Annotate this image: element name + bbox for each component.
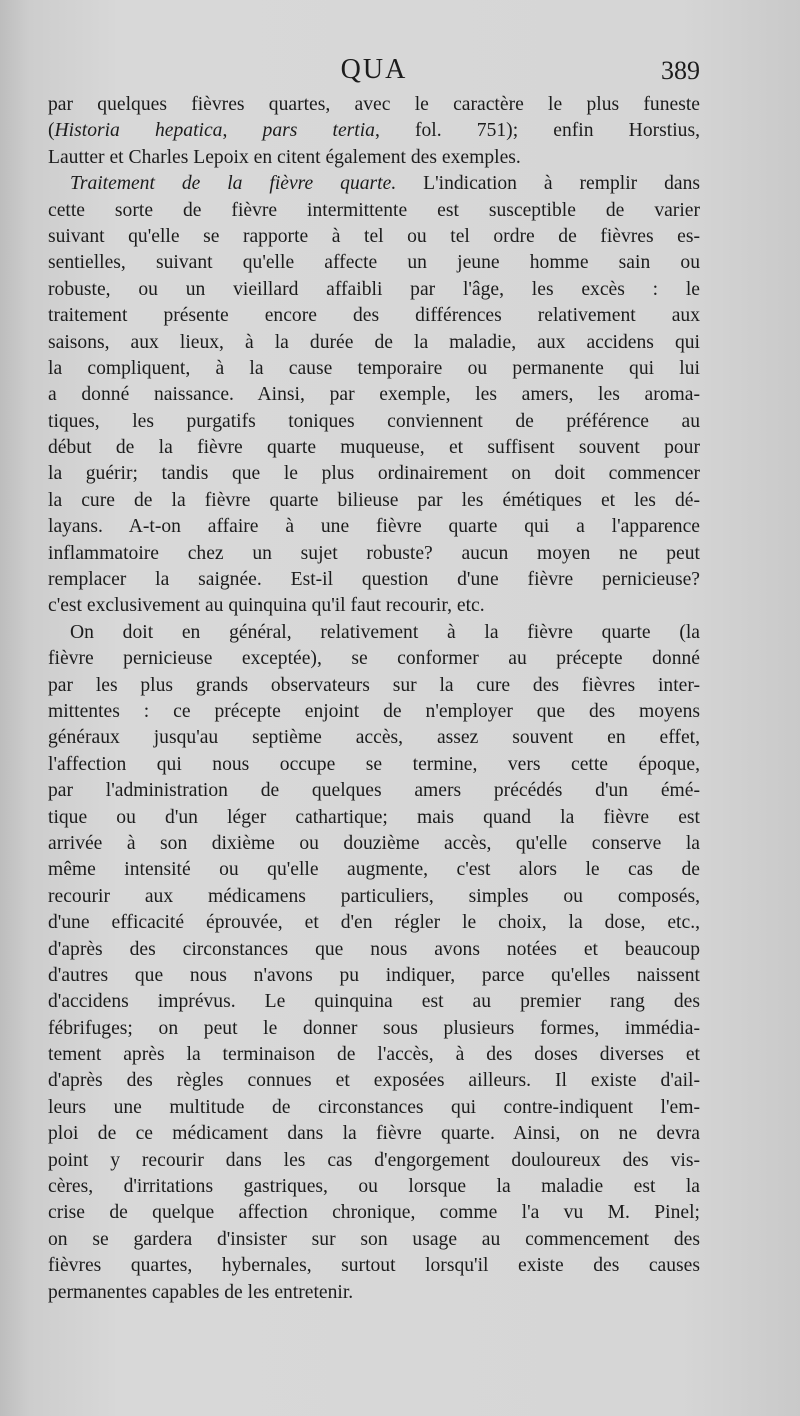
text-line: suivant qu'elle se rapporte à tel ou tel ordre de fièvres es- — [48, 225, 700, 247]
text-line: d'autres que nous n'avons pu indiquer, parce qu'elles naissent — [48, 964, 700, 986]
text-line: on se gardera d'insister sur son usage au commencement des — [48, 1228, 700, 1250]
text-line: mittentes : ce précepte enjoint de n'employer que des moyens — [48, 700, 700, 722]
text-line: d'accidens imprévus. Le quinquina est au premier rang des — [48, 991, 700, 1013]
text-line: tiques, les purgatifs toniques conviennent de préférence au — [48, 410, 700, 432]
running-head: QUA — [340, 54, 408, 85]
text-line: ploi de ce médicament dans la fièvre quarte. Ainsi, on ne devra — [48, 1123, 700, 1145]
text-line: cette sorte de fièvre intermittente est susceptible de varier — [48, 199, 700, 221]
text-line: d'après des règles connues et exposées ailleurs. Il existe d'ail- — [48, 1070, 700, 1092]
page-number: 389 — [661, 56, 700, 85]
text-line: tement après la terminaison de l'accès, à des doses diverses et — [48, 1044, 700, 1066]
text-line: remplacer la saignée. Est-il question d'une fièvre pernicieuse? — [48, 569, 700, 591]
text-line: tique ou d'un léger cathartique; mais quand la fièvre est — [48, 806, 700, 828]
text-line: Lautter et Charles Lepoix en citent également des exemples. — [48, 146, 521, 168]
text-line: c'est exclusivement au quinquina qu'il faut recourir, etc. — [48, 595, 485, 617]
text-line: par les plus grands observateurs sur la cure des fièvres inter- — [48, 674, 700, 696]
text-line: même intensité ou qu'elle augmente, c'est alors le cas de — [48, 859, 700, 881]
text-line: traitement présente encore des différences relativement aux — [48, 305, 700, 327]
text-line: inflammatoire chez un sujet robuste? aucun moyen ne peut — [48, 542, 700, 564]
text-line: la cure de la fièvre quarte bilieuse par les émétiques et les dé- — [48, 489, 700, 511]
text-line: saisons, aux lieux, à la durée de la maladie, aux accidens qui — [48, 331, 700, 353]
text-line: par l'administration de quelques amers précédés d'un émé- — [48, 780, 700, 802]
italic-phrase: pars tertia — [262, 120, 375, 142]
text-line: l'affection qui nous occupe se termine, vers cette époque, — [48, 753, 700, 775]
text-line: généraux jusqu'au septième accès, assez souvent en effet, — [48, 727, 700, 749]
paragraph-start-line: On doit en général, relativement à la fièvre quarte (la — [70, 621, 700, 643]
text-line: arrivée à son dixième ou douzième accès, qu'elle conserve la — [48, 832, 700, 854]
italic-phrase: Traitement de la fièvre quarte. — [70, 173, 397, 195]
italic-phrase: Historia hepatica — [54, 120, 223, 142]
text-line: leurs une multitude de circonstances qui contre-indiquent l'em- — [48, 1096, 700, 1118]
text-line: layans. A-t-on affaire à une fièvre quarte qui a l'apparence — [48, 516, 700, 538]
text-line: robuste, ou un vieillard affaibli par l'âge, les excès : le — [48, 278, 700, 300]
text-line: sentielles, suivant qu'elle affecte un jeune homme sain ou — [48, 252, 700, 274]
text-line: fièvres quartes, hybernales, surtout lorsqu'il existe des causes — [48, 1255, 700, 1277]
text-line: recourir aux médicamens particuliers, simples ou composés, — [48, 885, 700, 907]
text-line: début de la fièvre quarte muqueuse, et suffisent souvent pour — [48, 437, 700, 459]
text-line: par quelques fièvres quartes, avec le caractère le plus funeste — [48, 94, 700, 115]
text-line: (Historia hepatica, pars tertia, fol. 751); enfin Horstius, — [48, 120, 700, 142]
text-line: cères, d'irritations gastriques, ou lorsque la maladie est la — [48, 1176, 700, 1198]
text-line: fièvre pernicieuse exceptée), se conformer au précepte donné — [48, 648, 700, 670]
text-line: permanentes capables de les entretenir. — [48, 1281, 354, 1303]
text-line: point y recourir dans les cas d'engorgement douloureux des vis- — [48, 1149, 700, 1171]
page-header — [48, 54, 700, 94]
text-line: d'une efficacité éprouvée, et d'en régler le choix, la dose, etc., — [48, 912, 700, 934]
text-line: d'après des circonstances que nous avons notées et beaucoup — [48, 938, 700, 960]
text-line: crise de quelque affection chronique, comme l'a vu M. Pinel; — [48, 1202, 700, 1224]
body-text — [48, 92, 700, 1306]
text-line: la compliquent, à la cause temporaire ou permanente qui lui — [48, 357, 700, 379]
section-heading-line: Traitement de la fièvre quarte. L'indication à remplir dans — [70, 173, 700, 195]
text-line: fébrifuges; on peut le donner sous plusieurs formes, immédia- — [48, 1017, 700, 1039]
text-line: la guérir; tandis que le plus ordinairement on doit commencer — [48, 463, 700, 485]
text-line: a donné naissance. Ainsi, par exemple, les amers, les aroma- — [48, 384, 700, 406]
